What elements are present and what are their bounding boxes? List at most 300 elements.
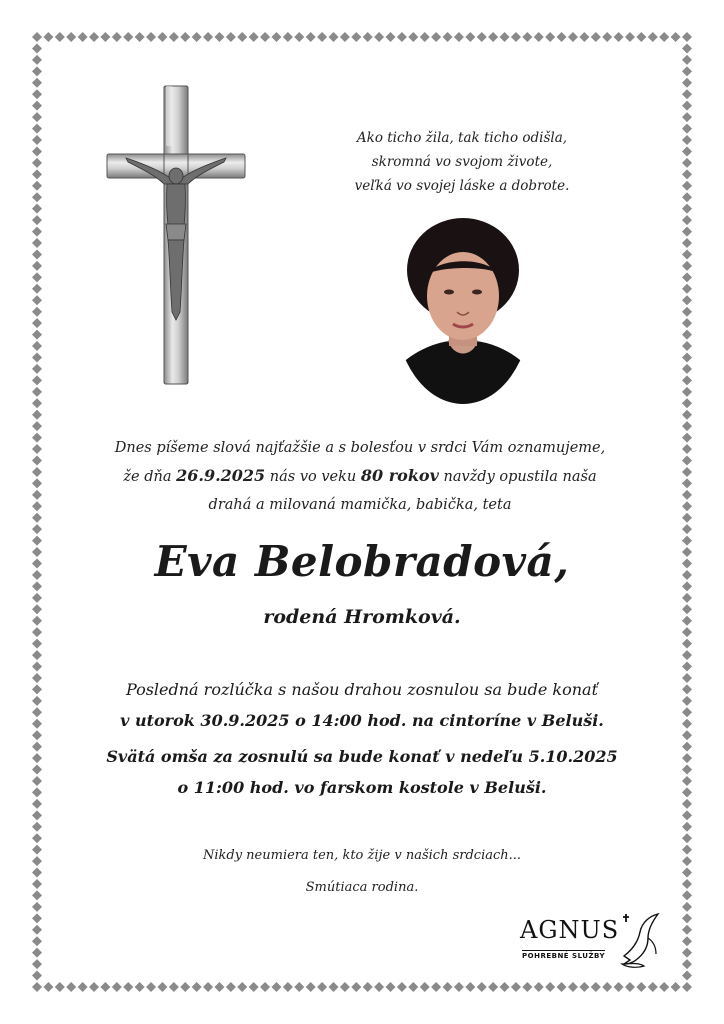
border-diamond: [32, 455, 42, 465]
border-diamond: [443, 32, 453, 42]
border-diamond: [32, 478, 42, 488]
border-diamond: [226, 32, 236, 42]
border-diamond: [123, 982, 133, 992]
border-diamond: [682, 948, 692, 958]
border-diamond: [682, 158, 692, 168]
border-diamond: [397, 982, 407, 992]
border-diamond: [214, 982, 224, 992]
border-diamond: [682, 146, 692, 156]
border-diamond: [66, 982, 76, 992]
verse-line: veľká vo svojej láske a dobrote.: [354, 178, 570, 194]
border-diamond: [306, 982, 316, 992]
border-diamond: [32, 124, 42, 134]
border-diamond: [522, 32, 532, 42]
border-diamond: [32, 284, 42, 294]
border-diamond: [682, 547, 692, 557]
border-diamond: [157, 32, 167, 42]
border-diamond: [682, 215, 692, 225]
border-diamond: [682, 467, 692, 477]
border-diamond: [32, 971, 42, 981]
border-diamond: [112, 982, 122, 992]
border-diamond: [32, 524, 42, 534]
border-diamond: [682, 593, 692, 603]
border-diamond: [374, 32, 384, 42]
border-diamond: [32, 822, 42, 832]
border-diamond: [614, 32, 624, 42]
border-diamond: [477, 982, 487, 992]
funeral-info: [60, 674, 664, 736]
border-diamond: [55, 32, 65, 42]
border-diamond: [249, 32, 259, 42]
border-diamond: [386, 982, 396, 992]
border-diamond: [32, 192, 42, 202]
dove-icon: [618, 912, 660, 970]
border-diamond: [420, 32, 430, 42]
text-fragment: nás vo veku: [265, 469, 361, 485]
border-diamond: [682, 307, 692, 317]
border-diamond: [557, 32, 567, 42]
border-diamond: [682, 536, 692, 546]
border-diamond: [32, 238, 42, 248]
border-diamond: [682, 66, 692, 76]
border-diamond: [682, 971, 692, 981]
border-diamond: [100, 32, 110, 42]
border-diamond: [32, 684, 42, 694]
border-diamond: [682, 455, 692, 465]
border-diamond: [32, 112, 42, 122]
border-diamond: [89, 32, 99, 42]
border-diamond: [294, 982, 304, 992]
border-diamond: [32, 375, 42, 385]
border-diamond: [682, 753, 692, 763]
announcement-text: [80, 434, 640, 519]
border-diamond: [32, 673, 42, 683]
border-diamond: [602, 982, 612, 992]
border-diamond: [203, 32, 213, 42]
memorial-verse: [300, 126, 624, 198]
border-diamond: [32, 765, 42, 775]
border-diamond: [682, 295, 692, 305]
border-diamond: [534, 982, 544, 992]
border-diamond: [682, 730, 692, 740]
border-diamond: [682, 112, 692, 122]
border-diamond: [659, 32, 669, 42]
border-diamond: [32, 398, 42, 408]
border-diamond: [32, 421, 42, 431]
border-diamond: [32, 66, 42, 76]
border-diamond: [32, 501, 42, 511]
border-diamond: [32, 948, 42, 958]
agnus-logo: [520, 910, 662, 970]
border-diamond: [682, 169, 692, 179]
border-diamond: [671, 982, 681, 992]
border-diamond: [682, 43, 692, 53]
border-diamond: [682, 261, 692, 271]
border-diamond: [32, 467, 42, 477]
verse-line: skromná vo svojom živote,: [371, 154, 553, 170]
border-diamond: [32, 261, 42, 271]
family-signature: Smútiaca rodina.: [305, 880, 419, 895]
border-diamond: [32, 662, 42, 672]
border-diamond: [511, 982, 521, 992]
maiden-name: rodená Hromková.: [263, 606, 461, 628]
border-diamond: [32, 856, 42, 866]
border-diamond: [271, 32, 281, 42]
border-diamond: [32, 204, 42, 214]
border-diamond: [682, 879, 692, 889]
border-diamond: [363, 982, 373, 992]
border-diamond: [591, 982, 601, 992]
border-diamond: [465, 982, 475, 992]
border-diamond: [32, 845, 42, 855]
border-diamond: [682, 513, 692, 523]
border-diamond: [32, 730, 42, 740]
border-diamond: [32, 787, 42, 797]
border-diamond: [32, 616, 42, 626]
border-diamond: [32, 799, 42, 809]
border-diamond: [682, 765, 692, 775]
border-diamond: [32, 318, 42, 328]
border-diamond: [157, 982, 167, 992]
border-diamond: [682, 341, 692, 351]
border-diamond: [43, 982, 53, 992]
border-diamond: [682, 192, 692, 202]
border-diamond: [682, 639, 692, 649]
border-diamond: [682, 650, 692, 660]
border-diamond: [659, 982, 669, 992]
border-diamond: [237, 982, 247, 992]
border-diamond: [180, 32, 190, 42]
border-diamond: [192, 982, 202, 992]
border-diamond: [682, 799, 692, 809]
border-diamond: [123, 32, 133, 42]
announcement-line: drahá a milovaná mamička, babička, teta: [208, 497, 512, 513]
border-diamond: [465, 32, 475, 42]
border-diamond: [682, 673, 692, 683]
border-diamond: [112, 32, 122, 42]
border-diamond: [443, 982, 453, 992]
border-diamond: [32, 913, 42, 923]
deceased-name: Eva Belobradová,: [154, 537, 570, 586]
border-diamond: [682, 375, 692, 385]
border-diamond: [682, 135, 692, 145]
border-diamond: [135, 32, 145, 42]
border-diamond: [682, 330, 692, 340]
border-diamond: [636, 982, 646, 992]
border-diamond: [32, 89, 42, 99]
border-diamond: [32, 696, 42, 706]
border-diamond: [249, 982, 259, 992]
closing-quote: Nikdy neumiera ten, kto žije v našich srdciach...: [202, 848, 522, 863]
border-diamond: [682, 421, 692, 431]
border-diamond: [682, 581, 692, 591]
border-diamond: [682, 444, 692, 454]
border-diamond: [32, 272, 42, 282]
border-diamond: [557, 982, 567, 992]
crucifix-icon: [104, 84, 248, 386]
border-diamond: [32, 879, 42, 889]
border-diamond: [682, 776, 692, 786]
border-diamond: [328, 32, 338, 42]
age: 80 rokov: [360, 466, 439, 485]
border-diamond: [32, 650, 42, 660]
border-diamond: [32, 890, 42, 900]
border-diamond: [32, 959, 42, 969]
border-diamond: [32, 936, 42, 946]
border-diamond: [579, 982, 589, 992]
border-diamond: [32, 559, 42, 569]
death-date: 26.9.2025: [176, 466, 266, 485]
border-diamond: [32, 547, 42, 557]
border-diamond: [682, 32, 692, 42]
border-diamond: [682, 364, 692, 374]
border-diamond: [32, 146, 42, 156]
border-diamond: [682, 822, 692, 832]
border-diamond: [682, 433, 692, 443]
border-diamond: [32, 581, 42, 591]
border-diamond: [283, 982, 293, 992]
logo-name: AGNUS: [520, 916, 620, 944]
border-diamond: [32, 169, 42, 179]
border-diamond: [32, 295, 42, 305]
border-diamond: [682, 78, 692, 88]
border-diamond: [682, 501, 692, 511]
border-diamond: [317, 32, 327, 42]
border-diamond: [511, 32, 521, 42]
border-diamond: [682, 913, 692, 923]
border-diamond: [32, 227, 42, 237]
border-diamond: [32, 810, 42, 820]
border-diamond: [636, 32, 646, 42]
border-diamond: [682, 684, 692, 694]
border-diamond: [682, 89, 692, 99]
border-diamond: [226, 982, 236, 992]
border-diamond: [146, 32, 156, 42]
border-diamond: [682, 284, 692, 294]
border-diamond: [682, 181, 692, 191]
border-diamond: [32, 925, 42, 935]
border-diamond: [682, 227, 692, 237]
border-diamond: [32, 742, 42, 752]
border-diamond: [32, 352, 42, 362]
border-diamond: [32, 868, 42, 878]
border-diamond: [397, 32, 407, 42]
border-diamond: [328, 982, 338, 992]
border-diamond: [682, 810, 692, 820]
border-diamond: [32, 513, 42, 523]
border-diamond: [682, 627, 692, 637]
border-diamond: [648, 982, 658, 992]
border-diamond: [682, 982, 692, 992]
border-diamond: [192, 32, 202, 42]
border-diamond: [682, 387, 692, 397]
border-diamond: [682, 890, 692, 900]
border-diamond: [682, 272, 692, 282]
border-diamond: [32, 776, 42, 786]
border-diamond: [32, 719, 42, 729]
border-diamond: [420, 982, 430, 992]
border-diamond: [682, 124, 692, 134]
announcement-line: Dnes píšeme slová najťažšie a s bolesťou v srdci Vám oznamujeme,: [114, 440, 606, 456]
border-diamond: [591, 32, 601, 42]
border-diamond: [363, 32, 373, 42]
border-diamond: [32, 215, 42, 225]
funeral-line: Posledná rozlúčka s našou drahou zosnulou sa bude konať: [125, 680, 599, 699]
border-diamond: [32, 307, 42, 317]
border-diamond: [682, 719, 692, 729]
funeral-date-place: v utorok 30.9.2025 o 14:00 hod. na cintoríne v Beluši.: [120, 711, 604, 730]
border-diamond: [682, 249, 692, 259]
border-diamond: [32, 55, 42, 65]
border-diamond: [500, 982, 510, 992]
border-diamond: [32, 707, 42, 717]
text-fragment: navždy opustila naša: [438, 469, 597, 485]
border-diamond: [682, 238, 692, 248]
border-diamond: [682, 616, 692, 626]
border-diamond: [32, 135, 42, 145]
border-diamond: [260, 32, 270, 42]
border-diamond: [682, 410, 692, 420]
border-diamond: [66, 32, 76, 42]
border-diamond: [340, 982, 350, 992]
border-diamond: [55, 982, 65, 992]
border-diamond: [32, 249, 42, 259]
border-diamond: [682, 925, 692, 935]
border-diamond: [32, 330, 42, 340]
border-diamond: [682, 742, 692, 752]
border-diamond: [32, 536, 42, 546]
border-diamond: [671, 32, 681, 42]
border-diamond: [32, 444, 42, 454]
border-diamond: [454, 32, 464, 42]
border-diamond: [477, 32, 487, 42]
border-diamond: [534, 32, 544, 42]
border-diamond: [568, 982, 578, 992]
border-diamond: [135, 982, 145, 992]
border-diamond: [169, 982, 179, 992]
border-diamond: [340, 32, 350, 42]
logo-subtitle: POHREBNÉ SLUŽBY: [522, 952, 606, 960]
border-diamond: [32, 410, 42, 420]
border-diamond: [32, 43, 42, 53]
verse-line: Ako ticho žila, tak ticho odišla,: [356, 130, 568, 146]
border-diamond: [568, 32, 578, 42]
border-diamond: [682, 604, 692, 614]
border-diamond: [32, 639, 42, 649]
border-diamond: [682, 662, 692, 672]
border-diamond: [682, 707, 692, 717]
border-diamond: [32, 101, 42, 111]
border-diamond: [32, 490, 42, 500]
border-diamond: [545, 982, 555, 992]
border-diamond: [682, 570, 692, 580]
border-diamond: [682, 318, 692, 328]
border-diamond: [180, 982, 190, 992]
border-diamond: [454, 982, 464, 992]
border-diamond: [682, 101, 692, 111]
border-diamond: [386, 32, 396, 42]
portrait-photo: [393, 212, 533, 406]
border-diamond: [625, 982, 635, 992]
border-diamond: [237, 32, 247, 42]
border-diamond: [682, 787, 692, 797]
border-diamond: [682, 936, 692, 946]
border-diamond: [32, 364, 42, 374]
border-diamond: [682, 524, 692, 534]
announcement-line: [80, 462, 640, 491]
border-diamond: [682, 55, 692, 65]
border-diamond: [32, 181, 42, 191]
border-diamond: [431, 32, 441, 42]
border-diamond: [522, 982, 532, 992]
mass-info: [60, 741, 664, 803]
border-diamond: [214, 32, 224, 42]
border-diamond: [579, 32, 589, 42]
border-diamond: [682, 478, 692, 488]
border-diamond: [488, 982, 498, 992]
border-diamond: [32, 604, 42, 614]
border-diamond: [682, 902, 692, 912]
border-diamond: [32, 387, 42, 397]
border-diamond: [682, 845, 692, 855]
mass-line: Svätá omša za zosnulú sa bude konať v nedeľu 5.10.2025: [106, 747, 618, 766]
border-diamond: [32, 158, 42, 168]
border-diamond: [682, 559, 692, 569]
border-diamond: [32, 902, 42, 912]
border-diamond: [682, 856, 692, 866]
border-diamond: [682, 959, 692, 969]
border-diamond: [625, 32, 635, 42]
border-diamond: [32, 833, 42, 843]
border-diamond: [306, 32, 316, 42]
border-diamond: [682, 696, 692, 706]
text-fragment: že dňa: [123, 469, 177, 485]
border-diamond: [682, 490, 692, 500]
border-diamond: [545, 32, 555, 42]
border-diamond: [682, 833, 692, 843]
border-diamond: [351, 982, 361, 992]
border-diamond: [32, 570, 42, 580]
border-diamond: [43, 32, 53, 42]
border-diamond: [271, 982, 281, 992]
border-diamond: [408, 982, 418, 992]
border-diamond: [32, 32, 42, 42]
border-diamond: [431, 982, 441, 992]
border-diamond: [294, 32, 304, 42]
border-diamond: [32, 433, 42, 443]
border-diamond: [682, 868, 692, 878]
border-diamond: [78, 32, 88, 42]
border-diamond: [32, 341, 42, 351]
border-diamond: [283, 32, 293, 42]
border-diamond: [374, 982, 384, 992]
border-diamond: [500, 32, 510, 42]
border-diamond: [169, 32, 179, 42]
border-diamond: [32, 753, 42, 763]
border-diamond: [351, 32, 361, 42]
border-diamond: [203, 982, 213, 992]
border-diamond: [89, 982, 99, 992]
border-diamond: [317, 982, 327, 992]
border-diamond: [32, 627, 42, 637]
border-diamond: [100, 982, 110, 992]
border-diamond: [32, 593, 42, 603]
border-diamond: [78, 982, 88, 992]
border-diamond: [32, 78, 42, 88]
border-diamond: [614, 982, 624, 992]
border-diamond: [682, 352, 692, 362]
border-diamond: [648, 32, 658, 42]
